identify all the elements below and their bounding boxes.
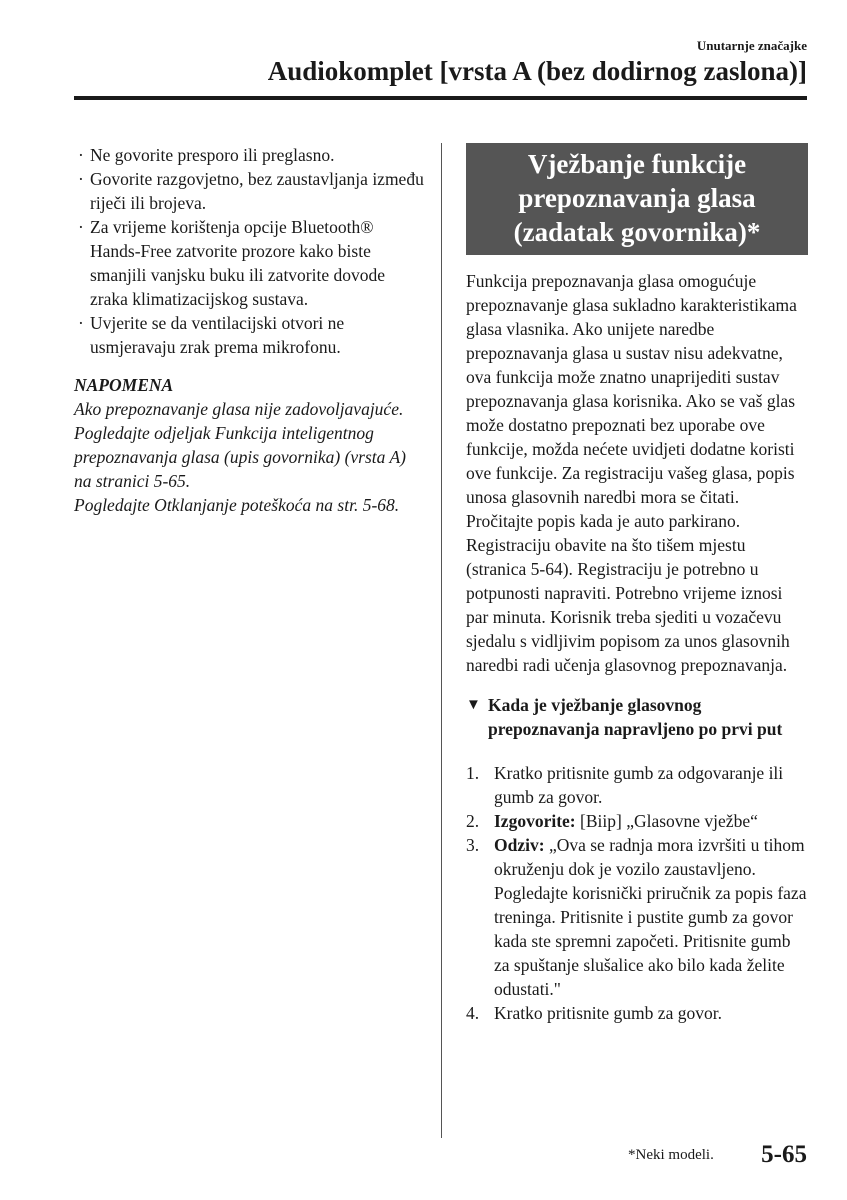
list-item (74, 143, 426, 167)
note-line: Ako prepoznavanje glasa nije zadovoljavajuće. (74, 399, 404, 419)
step-number: 4. (466, 1003, 480, 1023)
note-line: Pogledajte Otklanjanje poteškoća na str. 5-68. (74, 495, 400, 515)
footnote: *Neki modeli. (628, 1147, 714, 1163)
page-title: Audiokomplet [vrsta A (bez dodirnog zaslona)] (267, 56, 807, 86)
list-item-text: Ne govorite presporo ili preglasno. (90, 145, 335, 165)
step-label: Odziv: (494, 835, 545, 855)
right-column (466, 143, 808, 1025)
step-number: 3. (466, 835, 480, 855)
bullet-icon: · (78, 169, 84, 189)
step-text (494, 809, 808, 833)
title-rule (74, 96, 807, 100)
step-body: „Ova se radnja mora izvršiti u tihom okruženju dok je vozilo zaustavljeno. Pogledajte korisnički priručnik za popis faza treninga. Pritisnite i pustite gumb za govor kada ste spremni započeti. Pritisnite gumb za spuštanje slušalice ako bilo kada želite odustati." (494, 835, 807, 999)
triangle-down-icon: ▼ (466, 697, 481, 713)
page-number: 5-65 (761, 1141, 807, 1168)
left-column (74, 143, 426, 517)
list-item-text: Za vrijeme korištenja opcije Bluetooth® Hands-Free zatvorite prozore kako biste smanjili vanjsku buku ili zatvorite dovode zraka klimatizacijskog sustava. (90, 217, 386, 309)
subheading (466, 693, 808, 741)
note-line: Pogledajte odjeljak Funkcija inteligentnog prepoznavanja glasa (upis govornika) (vrsta A) na stranici 5-65. (74, 423, 406, 491)
step-text (494, 833, 808, 1001)
step-item (466, 1001, 808, 1025)
section-label: Unutarnje značajke (696, 38, 807, 53)
list-item (74, 167, 426, 215)
step-number: 2. (466, 811, 480, 831)
step-text (494, 1001, 808, 1025)
intro-paragraph: Funkcija prepoznavanja glasa omogućuje prepoznavanje glasa sukladno karakteristikama glasa vlasnika. Ako unijete naredbe prepoznavanja glasa u sustav nisu adekvatne, ova funkcija može znatno unaprijediti sustav prepoznavanja glasa korisnika. Ako se vaš glas može dostatno prepoznati bez uporabe ove funkcije, možda nećete uvidjeti dodatne koristi ove funkcije. Za registraciju vašeg glasa, popis unosa glasovnih naredbi mora se čitati. Pročitajte popis kada je auto parkirano. Registraciju obavite na što tišem mjestu (stranica 5-64). Registraciju je potrebno u potpunosti napraviti. Potrebno vrijeme iznosi par minuta. Korisnik treba sjediti u vozačevu sjedalu s vidljivim popisom za unos glasovnih naredbi radi učenja glasovnog prepoznavanja. (466, 271, 797, 675)
step-item (466, 833, 808, 1001)
list-item-text: Uvjerite se da ventilacijski otvori ne usmjeravaju zrak prema mikrofonu. (90, 313, 345, 357)
tips-list (74, 143, 426, 359)
steps-list (466, 761, 808, 1025)
step-label: Izgovorite: (494, 811, 576, 831)
step-body: [Biip] „Glasovne vježbe“ (575, 811, 758, 831)
step-text (494, 761, 808, 809)
bullet-icon: · (78, 145, 84, 165)
note-block (74, 373, 426, 517)
list-item-text: Govorite razgovjetno, bez zaustavljanja između riječi ili brojeva. (90, 169, 424, 213)
step-item (466, 809, 808, 833)
section-heading: Vježbanje funkcije prepoznavanja glasa (zadatak govornika)* (466, 143, 808, 255)
step-body: Kratko pritisnite gumb za odgovaranje ili gumb za govor. (494, 763, 784, 807)
bullet-icon: · (78, 217, 84, 237)
bullet-icon: · (78, 313, 84, 333)
step-number: 1. (466, 763, 480, 783)
step-item (466, 761, 808, 809)
step-body: Kratko pritisnite gumb za govor. (494, 1003, 722, 1023)
list-item (74, 215, 426, 311)
subheading-text: Kada je vježbanje glasovnog prepoznavanja napravljeno po prvi put (488, 695, 783, 739)
note-heading: NAPOMENA (74, 375, 174, 395)
list-item (74, 311, 426, 359)
column-divider (441, 143, 442, 1138)
